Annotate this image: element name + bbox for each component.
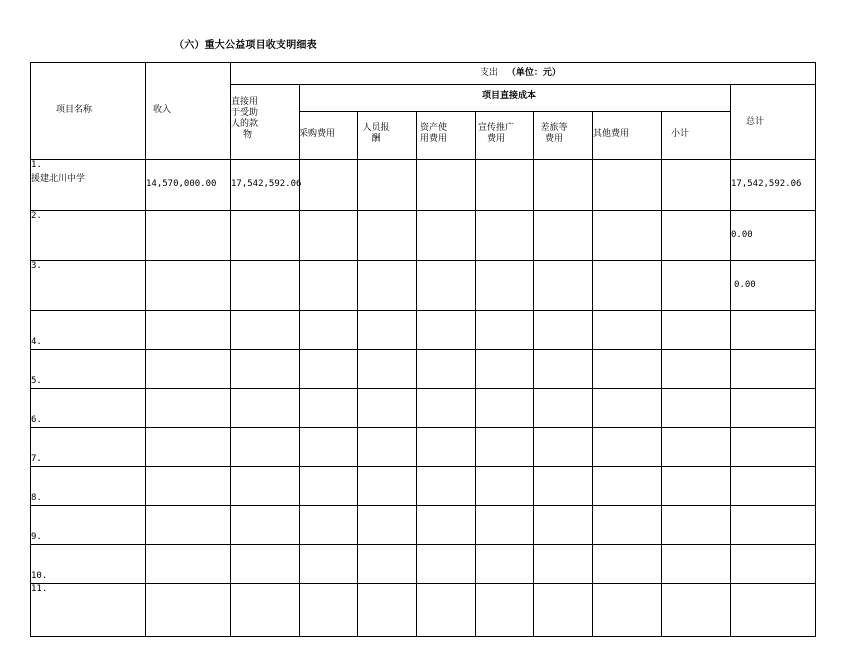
table-col-line <box>592 111 593 637</box>
promotion-header <box>475 123 517 145</box>
direct-beneficiary-cell: 17,542,592.06 <box>231 179 302 189</box>
header-line: 直接用 <box>231 97 259 107</box>
table-col-line <box>299 84 300 637</box>
table-line-header-bottom <box>30 159 816 160</box>
header-line: 费用 <box>486 134 505 144</box>
header-line: 酬 <box>371 134 381 144</box>
header-line: 宣传推广 <box>477 123 514 133</box>
purchase-header: 采购费用 <box>299 129 336 139</box>
header-line: 用费用 <box>420 134 448 144</box>
table-border-right <box>815 62 816 637</box>
table-line-row <box>30 310 816 311</box>
row-index: 9. <box>31 532 42 542</box>
income-cell: 14,570,000.00 <box>146 179 217 189</box>
table-col-line <box>533 111 534 637</box>
header-line: 人的款 <box>231 119 259 129</box>
row-index: 3. <box>31 261 42 271</box>
total-cell: 0.00 <box>731 230 753 240</box>
expense-label: 支出 <box>480 68 499 78</box>
table-col-line <box>145 62 146 637</box>
table-col-line <box>475 111 476 637</box>
header-line: 费用 <box>544 134 563 144</box>
table-line-row <box>30 210 816 211</box>
total-cell: 17,542,592.06 <box>731 179 802 189</box>
table-line-row <box>30 505 816 506</box>
table-line-row <box>30 427 816 428</box>
income-expense-table <box>30 62 816 637</box>
income-header: 收入 <box>153 105 172 115</box>
header-line: 差旅等 <box>540 123 568 133</box>
asset-usage-header <box>420 123 447 145</box>
table-border-left <box>30 62 31 637</box>
total-header: 总计 <box>746 117 765 127</box>
table-line-row <box>30 466 816 467</box>
table-border-bottom <box>30 636 816 637</box>
row-index: 8. <box>31 493 42 503</box>
table-col-line <box>230 62 231 637</box>
project-name-cell: 援建北川中学 <box>31 174 86 184</box>
row-index: 11. <box>31 584 48 594</box>
total-cell: 0.00 <box>734 280 756 290</box>
table-line-row <box>30 388 816 389</box>
row-index: 5. <box>31 376 42 386</box>
expense-header <box>480 68 561 79</box>
direct-cost-header: 项目直接成本 <box>482 91 537 101</box>
project-name-header: 项目名称 <box>56 105 93 115</box>
header-line: 人员报 <box>362 123 390 133</box>
table-col-line <box>416 111 417 637</box>
table-col-line <box>661 111 662 637</box>
table-col-line <box>357 111 358 637</box>
travel-header <box>536 123 572 145</box>
table-line-direct-cost <box>299 111 730 112</box>
direct-beneficiary-header <box>231 97 258 141</box>
page-title: （六）重大公益项目收支明细表 <box>174 40 317 51</box>
subtotal-header: 小计 <box>671 129 690 139</box>
row-index: 6. <box>31 415 42 425</box>
table-col-line <box>730 84 731 637</box>
table-line-expense <box>230 84 816 85</box>
row-index: 2. <box>31 211 42 221</box>
header-line: 物 <box>243 130 253 140</box>
table-line-row <box>30 349 816 350</box>
row-index: 10. <box>31 571 48 581</box>
table-line-row <box>30 260 816 261</box>
header-line: 于受助 <box>231 108 259 118</box>
table-line-row <box>30 583 816 584</box>
table-line-row <box>30 544 816 545</box>
table-border-top <box>30 62 816 63</box>
row-index: 4. <box>31 337 42 347</box>
header-line: 资产使 <box>420 123 448 133</box>
unit-label: （单位：元） <box>506 68 561 78</box>
row-index: 1. <box>31 160 42 170</box>
personnel-header <box>361 123 391 145</box>
row-index: 7. <box>31 454 42 464</box>
other-expense-header: 其他费用 <box>593 129 630 139</box>
